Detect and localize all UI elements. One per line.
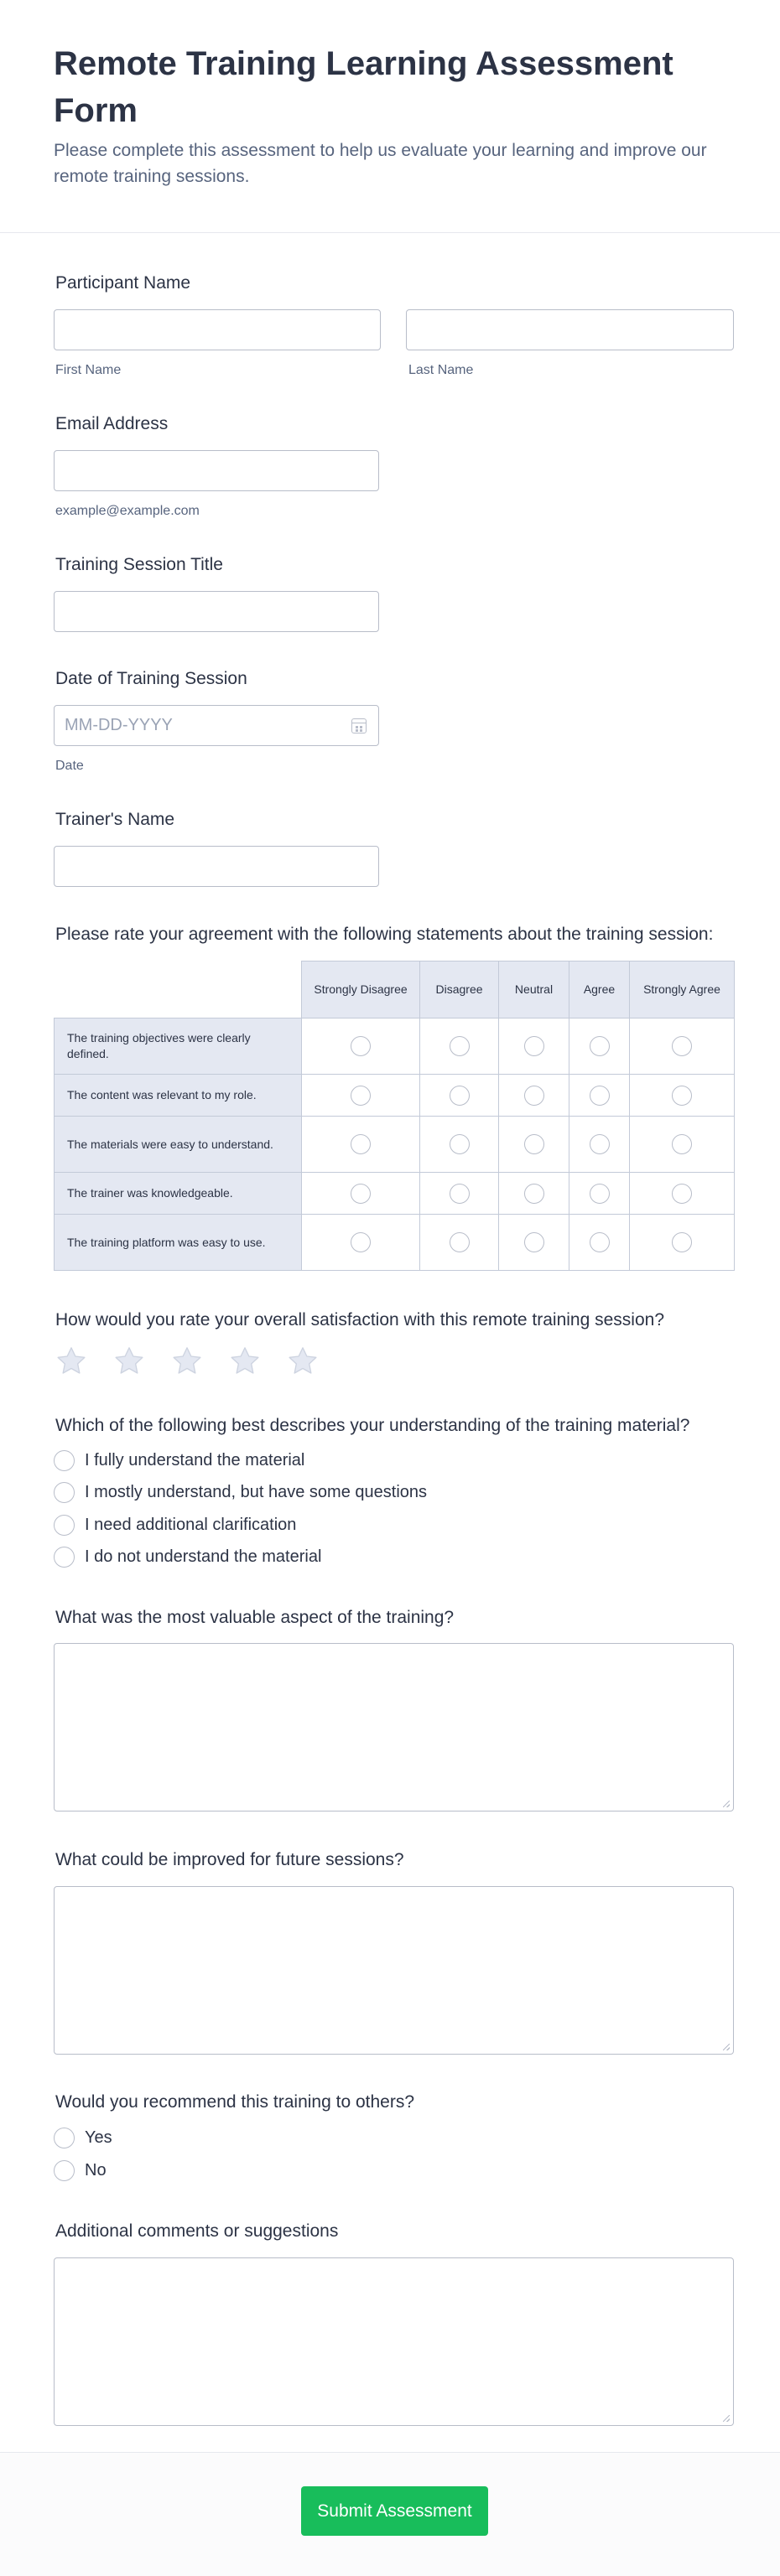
email-label: Email Address bbox=[55, 414, 169, 433]
matrix-cell[interactable] bbox=[420, 1173, 499, 1215]
form-footer bbox=[0, 2452, 780, 2576]
comments-label: Additional comments or suggestions bbox=[55, 2221, 339, 2241]
matrix-radio[interactable] bbox=[524, 1134, 544, 1154]
matrix-radio[interactable] bbox=[450, 1134, 470, 1154]
matrix-cell[interactable] bbox=[569, 1018, 630, 1075]
participant-name-label: Participant Name bbox=[55, 273, 191, 293]
session-title-input[interactable] bbox=[54, 591, 379, 632]
calendar-icon[interactable] bbox=[351, 718, 367, 733]
recommend-label: Would you recommend this training to others? bbox=[55, 2092, 414, 2112]
session-date-label: Date of Training Session bbox=[55, 669, 247, 688]
matrix-radio[interactable] bbox=[351, 1134, 371, 1154]
matrix-radio[interactable] bbox=[524, 1086, 544, 1106]
matrix-cell[interactable] bbox=[499, 1018, 569, 1075]
option-label: I do not understand the material bbox=[85, 1547, 322, 1566]
matrix-radio[interactable] bbox=[351, 1232, 371, 1252]
first-name-sublabel: First Name bbox=[55, 363, 122, 377]
rating-matrix-label: Please rate your agreement with the following statements about the training session: bbox=[55, 925, 714, 944]
matrix-radio[interactable] bbox=[351, 1036, 371, 1056]
comments-textarea[interactable] bbox=[54, 2257, 734, 2426]
improved-label: What could be improved for future sessions? bbox=[55, 1850, 404, 1869]
matrix-radio[interactable] bbox=[450, 1036, 470, 1056]
matrix-cell[interactable] bbox=[499, 1173, 569, 1215]
resize-handle-icon[interactable] bbox=[723, 2044, 730, 2050]
matrix-radio[interactable] bbox=[450, 1232, 470, 1252]
valuable-label: What was the most valuable aspect of the training? bbox=[55, 1608, 455, 1627]
option-label: Yes bbox=[85, 2128, 112, 2147]
matrix-radio[interactable] bbox=[590, 1086, 610, 1106]
matrix-cell[interactable] bbox=[630, 1215, 735, 1271]
understanding-option[interactable] bbox=[54, 1513, 296, 1537]
matrix-cell[interactable] bbox=[302, 1117, 420, 1173]
last-name-input[interactable] bbox=[406, 309, 734, 350]
matrix-cell[interactable] bbox=[630, 1117, 735, 1173]
recommend-option-no[interactable] bbox=[54, 2159, 107, 2182]
satisfaction-label: How would you rate your overall satisfaction with this remote training session? bbox=[55, 1310, 665, 1329]
matrix-radio[interactable] bbox=[524, 1232, 544, 1252]
matrix-radio[interactable] bbox=[524, 1184, 544, 1204]
matrix-cell[interactable] bbox=[420, 1215, 499, 1271]
session-date-input[interactable] bbox=[54, 705, 379, 746]
matrix-cell[interactable] bbox=[499, 1117, 569, 1173]
star-icon[interactable] bbox=[169, 1345, 205, 1378]
matrix-cell[interactable] bbox=[420, 1018, 499, 1075]
column-neutral: Neutral bbox=[499, 961, 569, 1018]
matrix-row bbox=[55, 1173, 735, 1215]
matrix-radio[interactable] bbox=[351, 1086, 371, 1106]
star-icon[interactable] bbox=[54, 1345, 89, 1378]
form-header bbox=[0, 0, 780, 233]
valuable-textarea[interactable] bbox=[54, 1643, 734, 1811]
understanding-option[interactable] bbox=[54, 1545, 321, 1568]
star-icon[interactable] bbox=[227, 1345, 263, 1378]
matrix-row-label: The materials were easy to understand. bbox=[55, 1117, 302, 1173]
matrix-radio[interactable] bbox=[450, 1086, 470, 1106]
email-sublabel: example@example.com bbox=[55, 504, 200, 518]
understanding-option[interactable] bbox=[54, 1449, 304, 1472]
option-label: I mostly understand, but have some questions bbox=[85, 1482, 428, 1501]
submit-button[interactable]: Submit Assessment bbox=[301, 2486, 488, 2536]
radio-button[interactable] bbox=[54, 1515, 75, 1536]
matrix-radio[interactable] bbox=[351, 1184, 371, 1204]
column-strongly-agree: Strongly Agree bbox=[630, 961, 735, 1018]
matrix-cell[interactable] bbox=[569, 1075, 630, 1117]
option-label: I need additional clarification bbox=[85, 1515, 297, 1534]
matrix-radio[interactable] bbox=[672, 1232, 692, 1252]
star-icon[interactable] bbox=[285, 1345, 320, 1378]
matrix-row-label: The training platform was easy to use. bbox=[55, 1215, 302, 1271]
last-name-sublabel: Last Name bbox=[408, 363, 474, 377]
matrix-radio[interactable] bbox=[524, 1036, 544, 1056]
matrix-row bbox=[55, 1117, 735, 1173]
radio-button[interactable] bbox=[54, 1547, 75, 1568]
matrix-radio[interactable] bbox=[672, 1086, 692, 1106]
radio-button[interactable] bbox=[54, 1482, 75, 1503]
matrix-row bbox=[55, 1075, 735, 1117]
matrix-radio[interactable] bbox=[590, 1232, 610, 1252]
matrix-cell[interactable] bbox=[569, 1215, 630, 1271]
matrix-cell[interactable] bbox=[630, 1018, 735, 1075]
matrix-radio[interactable] bbox=[672, 1134, 692, 1154]
resize-handle-icon[interactable] bbox=[723, 2415, 730, 2422]
matrix-cell[interactable] bbox=[302, 1075, 420, 1117]
resize-handle-icon[interactable] bbox=[723, 1801, 730, 1807]
matrix-cell[interactable] bbox=[302, 1173, 420, 1215]
session-title-label: Training Session Title bbox=[55, 555, 223, 574]
column-agree: Agree bbox=[569, 961, 630, 1018]
matrix-row bbox=[55, 1018, 735, 1075]
improved-textarea[interactable] bbox=[54, 1886, 734, 2055]
matrix-cell[interactable] bbox=[302, 1215, 420, 1271]
matrix-cell[interactable] bbox=[420, 1117, 499, 1173]
matrix-row-label: The content was relevant to my role. bbox=[55, 1075, 302, 1117]
star-rating bbox=[54, 1345, 320, 1378]
understanding-label: Which of the following best describes your understanding of the training material? bbox=[55, 1416, 690, 1435]
understanding-option[interactable] bbox=[54, 1480, 427, 1504]
matrix-radio[interactable] bbox=[672, 1184, 692, 1204]
radio-button[interactable] bbox=[54, 2160, 75, 2181]
session-date-sublabel: Date bbox=[55, 759, 84, 773]
matrix-radio[interactable] bbox=[590, 1036, 610, 1056]
matrix-row-label: The training objectives were clearly defined. bbox=[55, 1018, 302, 1075]
email-input[interactable] bbox=[54, 450, 379, 491]
matrix-cell[interactable] bbox=[630, 1173, 735, 1215]
matrix-cell[interactable] bbox=[569, 1173, 630, 1215]
matrix-cell[interactable] bbox=[569, 1117, 630, 1173]
date-placeholder: MM-DD-YYYY bbox=[65, 716, 173, 734]
column-strongly-disagree: Strongly Disagree bbox=[302, 961, 420, 1018]
option-label: No bbox=[85, 2160, 107, 2179]
matrix-cell[interactable] bbox=[499, 1075, 569, 1117]
radio-button[interactable] bbox=[54, 2128, 75, 2148]
matrix-cell[interactable] bbox=[420, 1075, 499, 1117]
first-name-input[interactable] bbox=[54, 309, 381, 350]
matrix-corner bbox=[55, 961, 302, 1018]
matrix-radio[interactable] bbox=[450, 1184, 470, 1204]
matrix-radio[interactable] bbox=[590, 1134, 610, 1154]
form-subtitle: Please complete this assessment to help us evaluate your learning and improve our remote training sessions. bbox=[54, 141, 707, 186]
rating-matrix bbox=[54, 961, 735, 1271]
radio-button[interactable] bbox=[54, 1450, 75, 1471]
option-label: I fully understand the material bbox=[85, 1450, 305, 1469]
matrix-cell[interactable] bbox=[302, 1018, 420, 1075]
matrix-radio[interactable] bbox=[672, 1036, 692, 1056]
matrix-row bbox=[55, 1215, 735, 1271]
matrix-radio[interactable] bbox=[590, 1184, 610, 1204]
trainer-name-label: Trainer's Name bbox=[55, 810, 175, 829]
form-title: Remote Training Learning Assessment Form bbox=[54, 45, 673, 129]
recommend-option-yes[interactable] bbox=[54, 2126, 112, 2149]
matrix-cell[interactable] bbox=[499, 1215, 569, 1271]
star-icon[interactable] bbox=[112, 1345, 147, 1378]
matrix-row-label: The trainer was knowledgeable. bbox=[55, 1173, 302, 1215]
column-disagree: Disagree bbox=[420, 961, 499, 1018]
trainer-name-input[interactable] bbox=[54, 846, 379, 887]
matrix-cell[interactable] bbox=[630, 1075, 735, 1117]
